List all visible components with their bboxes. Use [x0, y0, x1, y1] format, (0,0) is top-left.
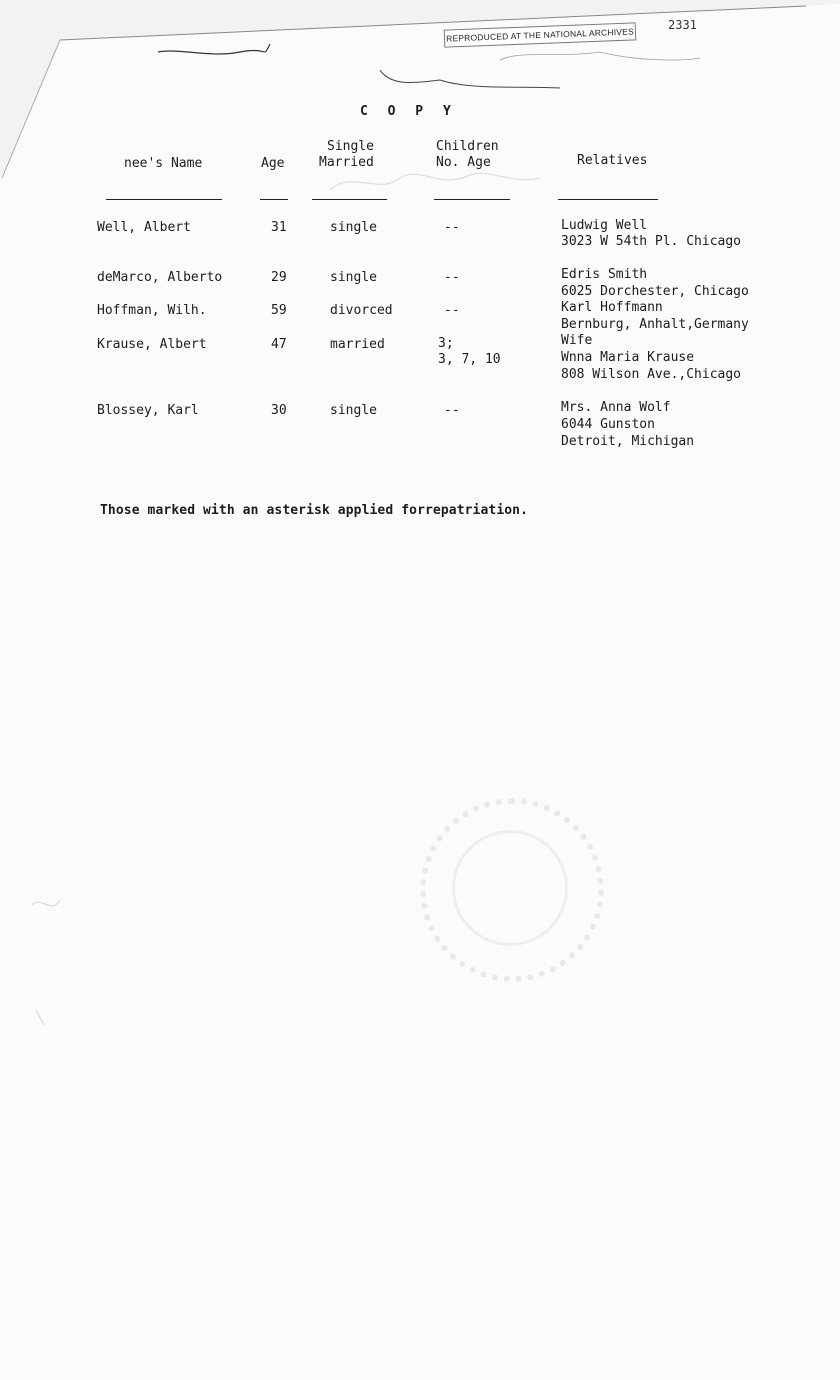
table-row-name: Well, Albert: [97, 220, 191, 235]
table-row-status: single: [330, 220, 377, 235]
table-row-relative-line: Wife: [561, 333, 593, 348]
table-row-age: 59: [271, 303, 287, 318]
table-row-relative-line: Mrs. Anna Wolf: [561, 400, 671, 415]
table-row-status: single: [330, 403, 377, 418]
table-row-children: 3, 7, 10: [438, 352, 501, 367]
table-row-relative-line: 3023 W 54th Pl. Chicago: [561, 234, 742, 249]
footnote: Those marked with an asterisk applied forrepatriation.: [100, 503, 529, 518]
table-row-name: Hoffman, Wilh.: [97, 303, 207, 318]
table-row-relative-line: Wnna Maria Krause: [561, 350, 695, 365]
table-row-relative-line: Edris Smith: [561, 267, 648, 282]
table-row-age: 31: [271, 220, 287, 235]
table-row-children: 3;: [438, 336, 454, 351]
archives-stamp: REPRODUCED AT THE NATIONAL ARCHIVES: [444, 22, 637, 47]
header-underline-relatives: [558, 199, 658, 200]
header-underline-status: [312, 199, 387, 200]
table-row-age: 47: [271, 337, 287, 352]
table-row-relative-line: 6044 Gunston: [561, 417, 655, 432]
header-underline-children: [434, 199, 510, 200]
table-row-age: 30: [271, 403, 287, 418]
header-underline-name: [106, 199, 222, 200]
table-row-children: --: [444, 303, 460, 318]
table-row-relative-line: 6025 Dorchester, Chicago: [561, 284, 749, 299]
table-row-relative-line: Bernburg, Anhalt,Germany: [561, 317, 749, 332]
table-row-status: married: [330, 337, 385, 352]
table-row-name: deMarco, Alberto: [97, 270, 223, 285]
col-header-children-line2: No. Age: [436, 155, 491, 170]
col-header-age: Age: [261, 156, 285, 171]
table-row-status: single: [330, 270, 377, 285]
table-row-children: --: [444, 220, 460, 235]
col-header-status-line1: Single: [327, 139, 374, 154]
table-row-relative-line: Ludwig Well: [561, 218, 648, 233]
document-number: 2331: [668, 18, 697, 32]
col-header-relatives: Relatives: [577, 153, 648, 168]
table-row-relative-line: 808 Wilson Ave.,Chicago: [561, 367, 742, 382]
bleed-through-text: [560, 66, 568, 83]
table-row-relative-line: Detroit, Michigan: [561, 434, 695, 449]
col-header-name: nee's Name: [124, 156, 203, 171]
table-row-age: 29: [271, 270, 287, 285]
table-row-status: divorced: [330, 303, 393, 318]
col-header-children-line1: Children: [436, 139, 499, 154]
table-row-children: --: [444, 270, 460, 285]
table-row-relative-line: Karl Hoffmann: [561, 300, 663, 315]
bleed-through-seal-inner: [452, 830, 568, 946]
table-row-name: Blossey, Karl: [97, 403, 199, 418]
table-row-children: --: [444, 403, 460, 418]
copy-title: C O P Y: [360, 104, 457, 119]
col-header-status-line2: Married: [319, 155, 374, 170]
header-underline-age: [260, 199, 288, 200]
table-row-name: Krause, Albert: [97, 337, 207, 352]
